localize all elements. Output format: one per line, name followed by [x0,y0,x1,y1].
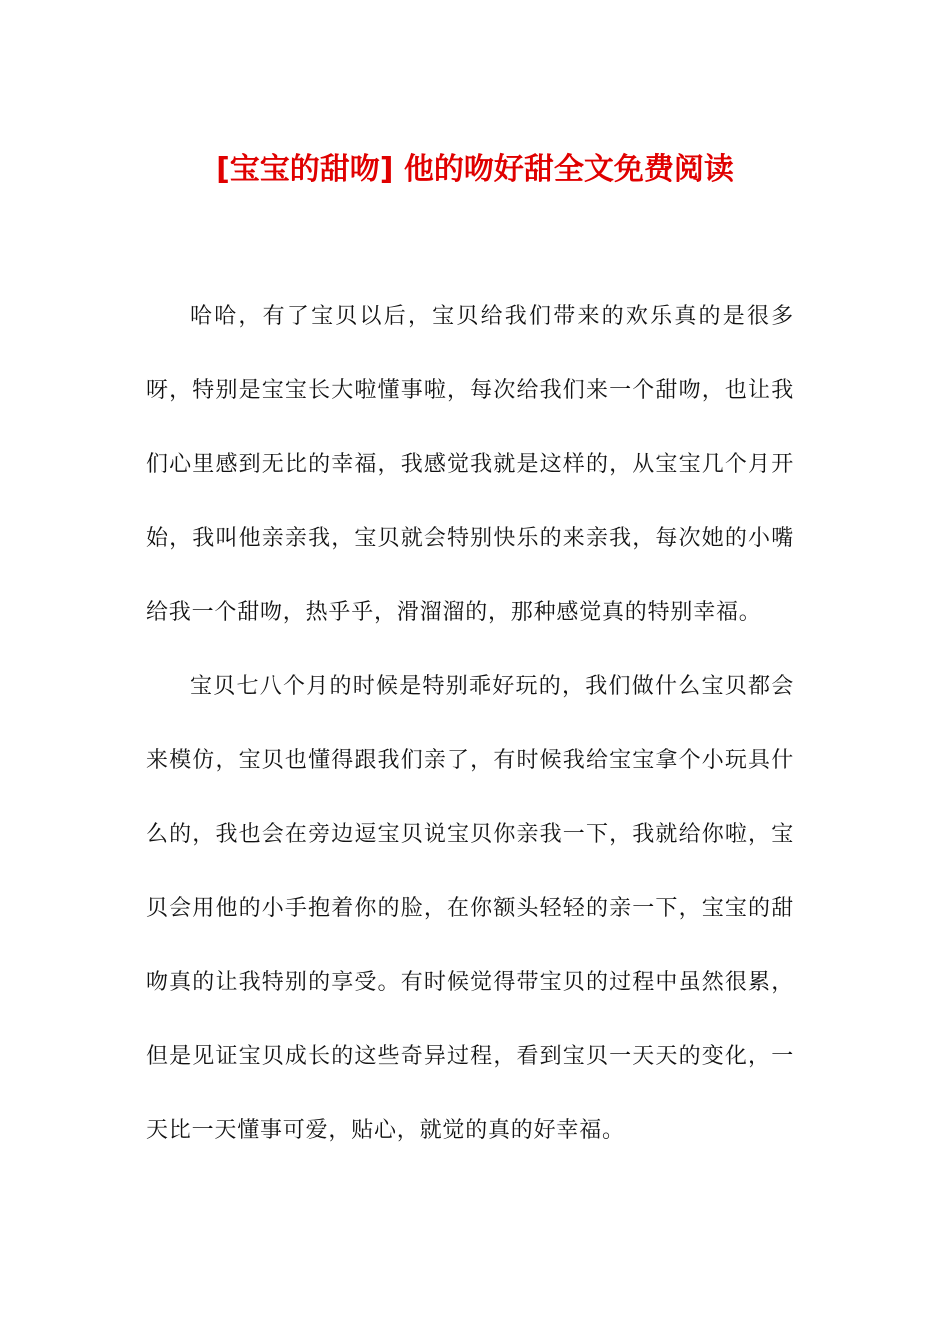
document-body [146,280,794,1168]
document-title: [宝宝的甜吻] 他的吻好甜全文免费阅读 [216,152,734,187]
paragraph: 宝贝七八个月的时候是特别乖好玩的，我们做什么宝贝都会来模仿，宝贝也懂得跟我们亲了，有时候我给宝宝拿个小玩具什么的，我也会在旁边逗宝贝说宝贝你亲我一下，我就给你啦，宝贝会用他的小手抱着你的脸，在你额头轻轻的亲一下，宝宝的甜吻真的让我特别的享受。有时候觉得带宝贝的过程中虽然很累，但是见证宝贝成长的这些奇异过程，看到宝贝一天天的变化，一天比一天懂事可爱，贴心，就觉的真的好幸福。 [146,674,794,1143]
paragraph: 哈哈，有了宝贝以后，宝贝给我们带来的欢乐真的是很多呀，特别是宝宝长大啦懂事啦，每次给我们来一个甜吻，也让我们心里感到无比的幸福，我感觉我就是这样的，从宝宝几个月开始，我叫他亲亲我，宝贝就会特别快乐的来亲我，每次她的小嘴给我一个甜吻，热乎乎，滑溜溜的，那种感觉真的特别幸福。 [146,304,794,625]
